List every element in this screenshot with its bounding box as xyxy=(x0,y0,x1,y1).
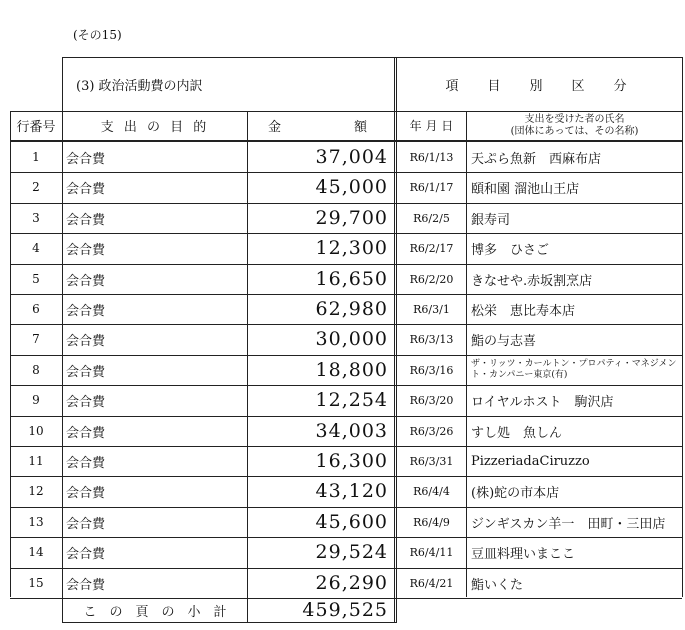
recipient-cell: すし処 魚しん xyxy=(471,425,563,441)
row-number: 15 xyxy=(28,576,44,590)
row-number: 8 xyxy=(32,363,40,377)
purpose-cell: 会合費 xyxy=(66,485,106,501)
recipient-cell: 豆皿料理いまここ xyxy=(471,546,576,562)
table-border xyxy=(394,57,395,623)
recipient-cell: (株)蛇の市本店 xyxy=(471,485,560,501)
amount-cell: 43,120 xyxy=(315,480,388,502)
date-cell: R6/3/13 xyxy=(409,332,454,346)
row-number: 1 xyxy=(32,150,40,164)
date-cell: R6/3/26 xyxy=(409,424,454,438)
amount-cell: 45,600 xyxy=(315,511,388,533)
date-cell: R6/4/9 xyxy=(413,515,450,529)
column-header-amount-left: 金 xyxy=(268,120,282,135)
amount-cell: 34,003 xyxy=(315,420,388,442)
section-title: (3) 政治活動費の内訳 xyxy=(76,78,203,94)
page-number-note: (その15) xyxy=(73,28,122,42)
subtotal-label: こ の 頁 の 小 計 xyxy=(83,604,227,620)
date-cell: R6/1/13 xyxy=(409,150,454,164)
purpose-cell: 会合費 xyxy=(66,364,106,380)
column-header-row-no: 行番号 xyxy=(16,120,56,135)
amount-cell: 37,004 xyxy=(315,146,388,168)
purpose-cell: 会合費 xyxy=(66,425,106,441)
purpose-cell: 会合費 xyxy=(66,212,106,228)
date-cell: R6/4/21 xyxy=(409,576,454,590)
row-number: 3 xyxy=(32,211,40,225)
row-number: 2 xyxy=(32,180,40,194)
purpose-cell: 会合費 xyxy=(66,242,106,258)
date-cell: R6/3/1 xyxy=(413,302,450,316)
row-number: 7 xyxy=(32,332,40,346)
amount-cell: 16,300 xyxy=(315,450,388,472)
recipient-cell: きなせや.赤坂割烹店 xyxy=(471,273,593,289)
recipient-cell: 松栄 恵比寿本店 xyxy=(471,303,576,319)
recipient-cell: ジンギスカン羊一 田町・三田店 xyxy=(471,516,666,532)
date-cell: R6/4/11 xyxy=(409,545,454,559)
purpose-cell: 会合費 xyxy=(66,181,106,197)
recipient-cell: 鮨いくた xyxy=(471,577,524,593)
purpose-cell: 会合費 xyxy=(66,151,106,167)
purpose-cell: 会合費 xyxy=(66,577,106,593)
purpose-cell: 会合費 xyxy=(66,394,106,410)
date-cell: R6/2/20 xyxy=(409,272,454,286)
recipient-cell: 鮨の与志喜 xyxy=(471,333,537,349)
row-number: 6 xyxy=(32,302,40,316)
row-number: 11 xyxy=(28,454,44,468)
category-header: 項 目 別 区 分 xyxy=(445,78,635,94)
subtotal-amount: 459,525 xyxy=(302,599,388,621)
row-number: 4 xyxy=(32,241,40,255)
amount-cell: 29,700 xyxy=(315,207,388,229)
amount-cell: 16,650 xyxy=(315,268,388,290)
amount-cell: 29,524 xyxy=(315,541,388,563)
amount-cell: 12,300 xyxy=(315,237,388,259)
date-cell: R6/3/16 xyxy=(409,363,454,377)
recipient-cell: ロイヤルホスト 駒沢店 xyxy=(471,394,614,410)
recipient-cell: PizzeriadaCiruzzo xyxy=(471,453,590,469)
amount-cell: 30,000 xyxy=(315,328,388,350)
column-header-purpose: 支 出 の 目 的 xyxy=(100,120,210,135)
column-header-amount-right: 額 xyxy=(354,120,368,135)
row-number: 5 xyxy=(32,272,40,286)
date-cell: R6/3/20 xyxy=(409,393,454,407)
amount-cell: 45,000 xyxy=(315,176,388,198)
row-number: 14 xyxy=(28,545,44,559)
recipient-cell: 博多 ひさご xyxy=(471,242,550,258)
purpose-cell: 会合費 xyxy=(66,333,106,349)
row-number: 10 xyxy=(28,424,44,438)
date-cell: R6/2/5 xyxy=(413,211,450,225)
amount-cell: 26,290 xyxy=(315,572,388,594)
column-header-date: 年 月 日 xyxy=(409,119,454,133)
amount-cell: 62,980 xyxy=(315,298,388,320)
purpose-cell: 会合費 xyxy=(66,273,106,289)
column-header-recipient: 支出を受けた者の氏名 (団体にあっては、その名称) xyxy=(510,113,639,137)
purpose-cell: 会合費 xyxy=(66,516,106,532)
purpose-cell: 会合費 xyxy=(66,303,106,319)
row-number: 12 xyxy=(28,484,44,498)
table-border xyxy=(62,622,396,623)
row-number: 9 xyxy=(32,393,40,407)
recipient-cell: ザ・リッツ・カールトン・プロパティ・マネジメント・カンパニー東京(有) xyxy=(471,359,677,380)
table-border xyxy=(682,57,683,597)
date-cell: R6/4/4 xyxy=(413,484,450,498)
date-cell: R6/3/31 xyxy=(409,454,454,468)
table-border xyxy=(62,57,63,623)
amount-cell: 12,254 xyxy=(315,389,388,411)
recipient-cell: 銀寿司 xyxy=(471,212,511,228)
amount-cell: 18,800 xyxy=(315,359,388,381)
date-cell: R6/2/17 xyxy=(409,241,454,255)
purpose-cell: 会合費 xyxy=(66,546,106,562)
row-number: 13 xyxy=(28,515,44,529)
date-cell: R6/1/17 xyxy=(409,180,454,194)
recipient-cell: 頤和園 溜池山王店 xyxy=(471,181,580,197)
purpose-cell: 会合費 xyxy=(66,455,106,471)
recipient-cell: 天ぷら魚新 西麻布店 xyxy=(471,151,602,167)
